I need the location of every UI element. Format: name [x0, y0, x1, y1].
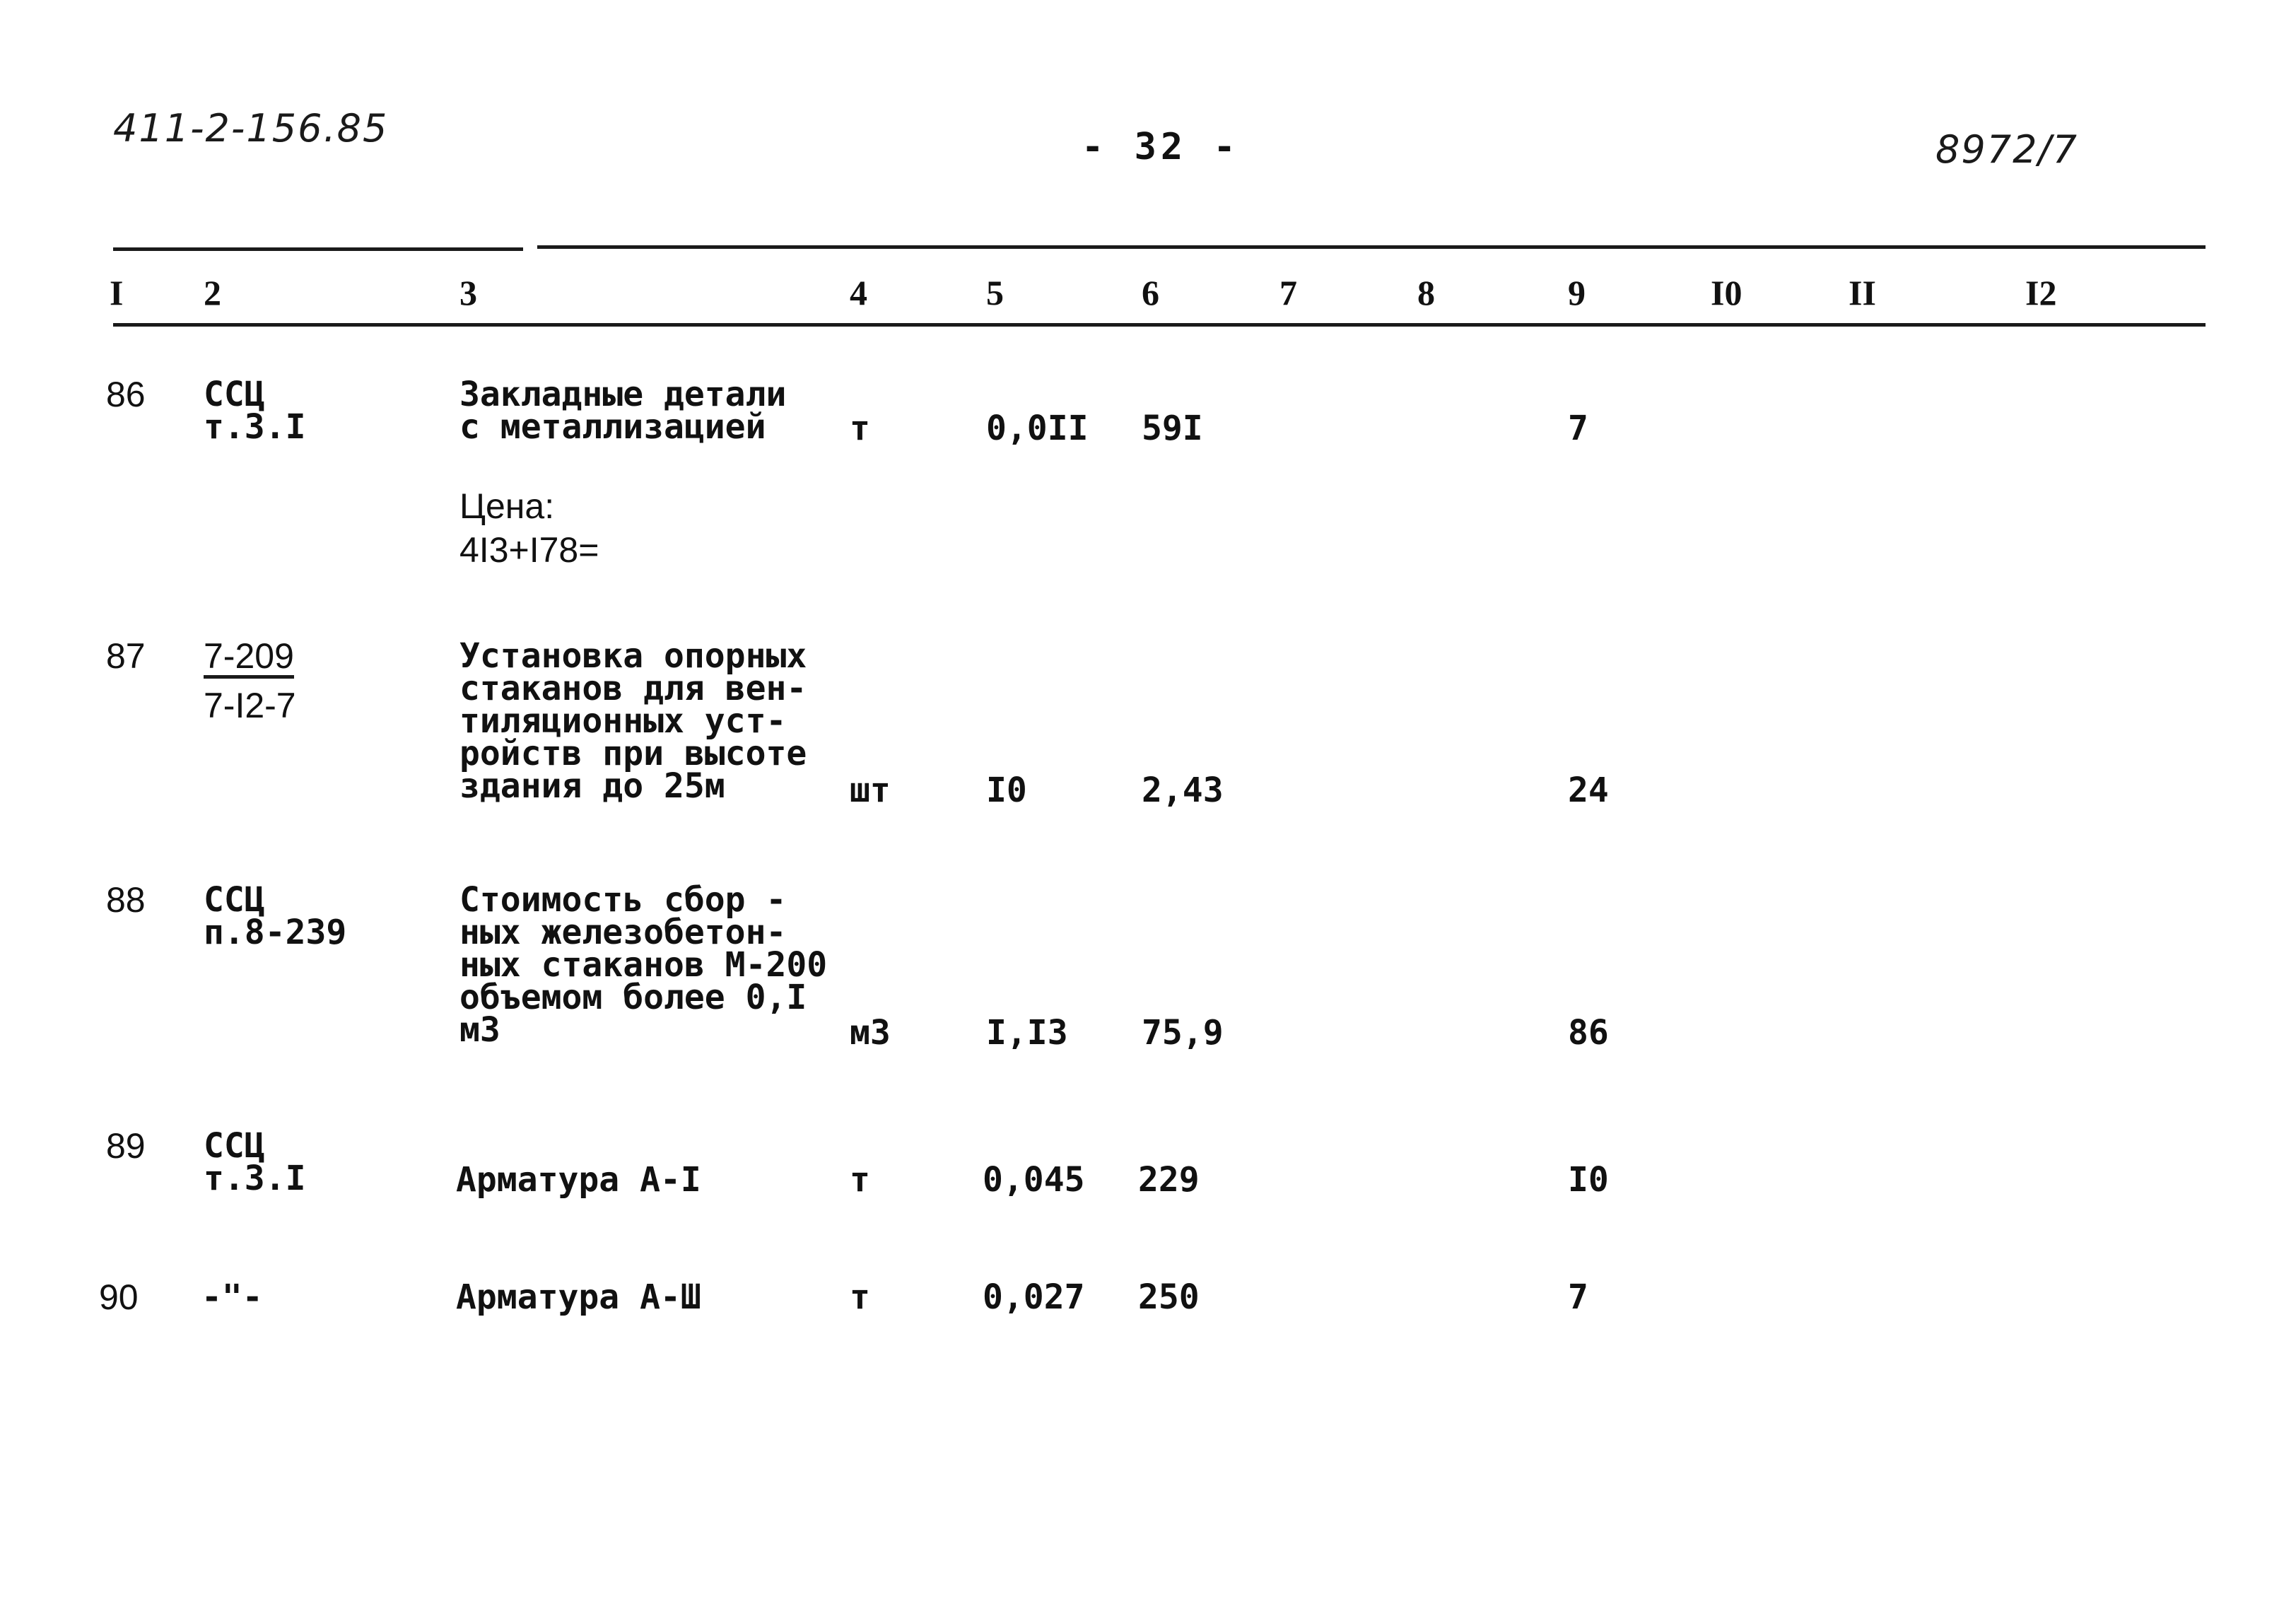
column-header: 7 [1279, 273, 1297, 312]
document-code: 411-2-156.85 [113, 106, 389, 151]
row-price-note: Цена: 4I3+I78= [459, 486, 599, 570]
row-total: 24 [1568, 771, 1609, 810]
column-header: 3 [459, 273, 477, 312]
row-unit-price: 2,43 [1142, 771, 1224, 810]
column-header: I0 [1711, 273, 1742, 312]
column-header: I [110, 273, 124, 312]
row-unit: т [850, 1277, 870, 1317]
row-description: Закладные детали с металлизацией [459, 375, 787, 447]
table-top-rule-left [113, 247, 523, 251]
row-unit: т [850, 1160, 870, 1200]
row-reference-numerator: 7-209 [204, 640, 294, 679]
page-number: - 32 - [1082, 126, 1240, 168]
column-header: 9 [1568, 273, 1586, 312]
column-header: 2 [204, 273, 221, 312]
row-description: Стоимость сбор - ных железобетон- ных стаканов М-200 объемом более 0,I м3 [459, 880, 828, 1050]
row-number: 88 [106, 880, 146, 920]
row-reference: -"- [201, 1277, 263, 1317]
row-quantity: 0,0II [986, 409, 1089, 448]
row-reference: ССЦ п.8-239 [204, 880, 347, 952]
row-reference: ССЦ т.3.I [204, 1126, 306, 1198]
row-total: 7 [1568, 1277, 1588, 1317]
row-description: Установка опорных стаканов для вен- тиляционных уст- ройств при высоте здания до 25м [459, 636, 807, 806]
row-unit-price: 250 [1138, 1277, 1200, 1317]
row-quantity: 0,045 [983, 1160, 1085, 1200]
row-unit-price: 59I [1142, 409, 1203, 448]
row-unit: м3 [850, 1013, 891, 1053]
row-total: I0 [1568, 1160, 1609, 1200]
column-header: 6 [1142, 273, 1159, 312]
row-total: 86 [1568, 1013, 1609, 1053]
column-header: II [1849, 273, 1876, 312]
row-unit: т [850, 409, 870, 448]
table-header-rule [113, 323, 2206, 327]
row-reference: ССЦ т.3.I [204, 375, 306, 447]
column-header: 8 [1417, 273, 1435, 312]
row-number: 87 [106, 636, 146, 676]
row-unit: шт [850, 771, 891, 810]
row-reference-denominator: 7-I2-7 [204, 686, 296, 725]
row-total: 7 [1568, 409, 1588, 448]
column-header: I2 [2025, 273, 2057, 312]
column-header: 5 [986, 273, 1004, 312]
table-top-rule-right [537, 245, 2206, 249]
archive-code: 8972/7 [1935, 127, 2078, 172]
row-unit-price: 75,9 [1142, 1013, 1224, 1053]
row-quantity: I0 [986, 771, 1027, 810]
row-quantity: I,I3 [986, 1013, 1068, 1053]
row-number: 90 [99, 1277, 139, 1317]
row-quantity: 0,027 [983, 1277, 1085, 1317]
row-number: 86 [106, 375, 146, 414]
row-unit-price: 229 [1138, 1160, 1200, 1200]
row-number: 89 [106, 1126, 146, 1166]
row-description: Арматура А-Ш [456, 1277, 701, 1317]
row-description: Арматура А-I [456, 1160, 701, 1200]
column-header: 4 [850, 273, 867, 312]
